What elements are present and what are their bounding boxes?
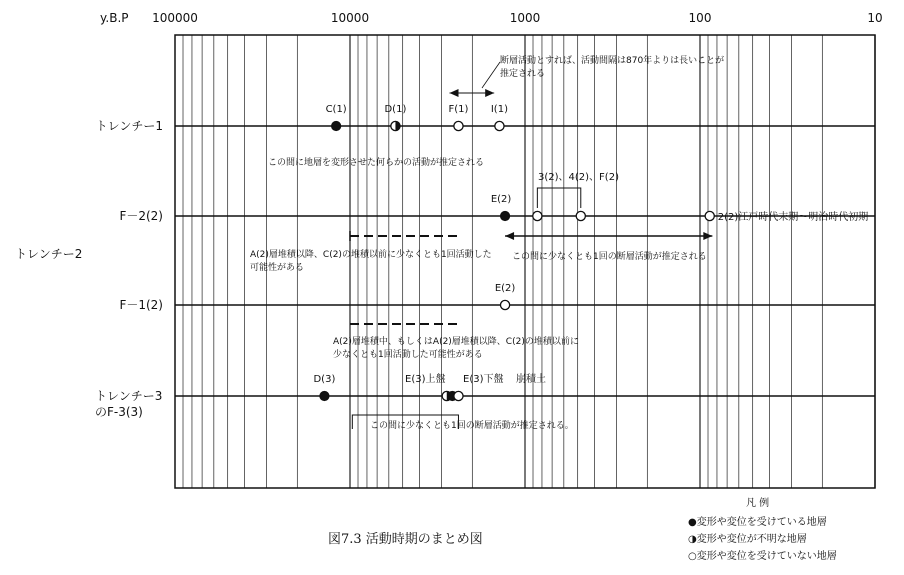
figure-caption: 図7.3 活動時期のまとめ図 [328,532,483,547]
legend-open: ○変形や変位を受けていない地層 [688,551,837,562]
group-label-trench2: トレンチー2 [15,247,83,261]
point-filled [332,121,341,130]
r4-label-colluvium: 崩積土 [516,374,546,385]
legend-title: 凡 例 [746,498,770,509]
row-label: トレンチー1 [95,119,163,133]
x-tick-labels [152,11,883,25]
r4-label-upper: E(3)上盤 [405,374,446,385]
point-label: E(2) [490,194,512,205]
r2-group-bracket [537,188,580,208]
point-open [500,300,509,309]
arrow-head [485,89,494,97]
note-r2-arrow: この間に少なくとも1回の断層活動が推定される [512,252,707,262]
axis-unit-label: y.B.P [100,11,129,25]
legend-half: ◑変形や変位が不明な地層 [688,534,807,545]
point-label: C(1) [325,104,347,115]
tick-label: 10 [867,11,883,25]
row-label: F－2(2) [119,209,163,223]
point-filled [500,211,509,220]
point-label: D(1) [384,104,407,115]
note-r2-dashed: A(2)層堆積以降、C(2)の堆積以前に少なくとも1回活動した [250,250,492,260]
point-open [454,391,463,400]
r4-label-lower: E(3)下盤 [463,374,504,385]
point-label: D(3) [313,374,336,385]
point-label: E(2) [494,283,516,294]
note-r1-arrow: 断層活動とすれば、活動間隔は870年よりは長いことが [500,56,725,66]
note-r1-arrow-2: 推定される [500,69,546,79]
note-r4-bracket: この間に少なくとも1回の断層活動が推定される。 [370,421,574,431]
annotations [250,54,868,431]
point-open [495,121,504,130]
point-open [705,211,714,220]
row-label-line2: のF-3(3) [95,405,143,419]
arrow-head [450,89,459,97]
point-label: 2(2)江戸時代末期～明治時代初期 [717,212,869,223]
note-r3-dashed-2: 少なくとも1回活動した可能性がある [333,350,483,360]
point-filled [320,391,329,400]
legend-filled: ●変形や変位を受けている地層 [688,517,827,528]
point-open [454,121,463,130]
tick-label: 1000 [509,11,541,25]
row-label: F－1(2) [119,298,163,312]
tick-label: 100000 [152,11,198,25]
r2-bracket-label: 3(2)、4(2)、F(2) [538,172,619,183]
row-label: トレンチー3 [95,389,163,403]
point-label: F(1) [448,104,469,115]
tick-label: 10000 [330,11,370,25]
note-r2-dashed-2: 可能性がある [250,263,305,273]
note-r1-between: この間に地層を変形させた何らかの活動が推定される [268,158,485,168]
note-leader [482,62,500,88]
note-r3-dashed: A(2)層堆積中、もしくはA(2)層堆積以降、C(2)の堆積以前に [333,337,579,347]
tick-label: 100 [688,11,712,25]
point-open [576,211,585,220]
point-label: I(1) [490,104,508,115]
arrow-head [505,232,514,240]
point-open [533,211,542,220]
legend [688,496,837,562]
